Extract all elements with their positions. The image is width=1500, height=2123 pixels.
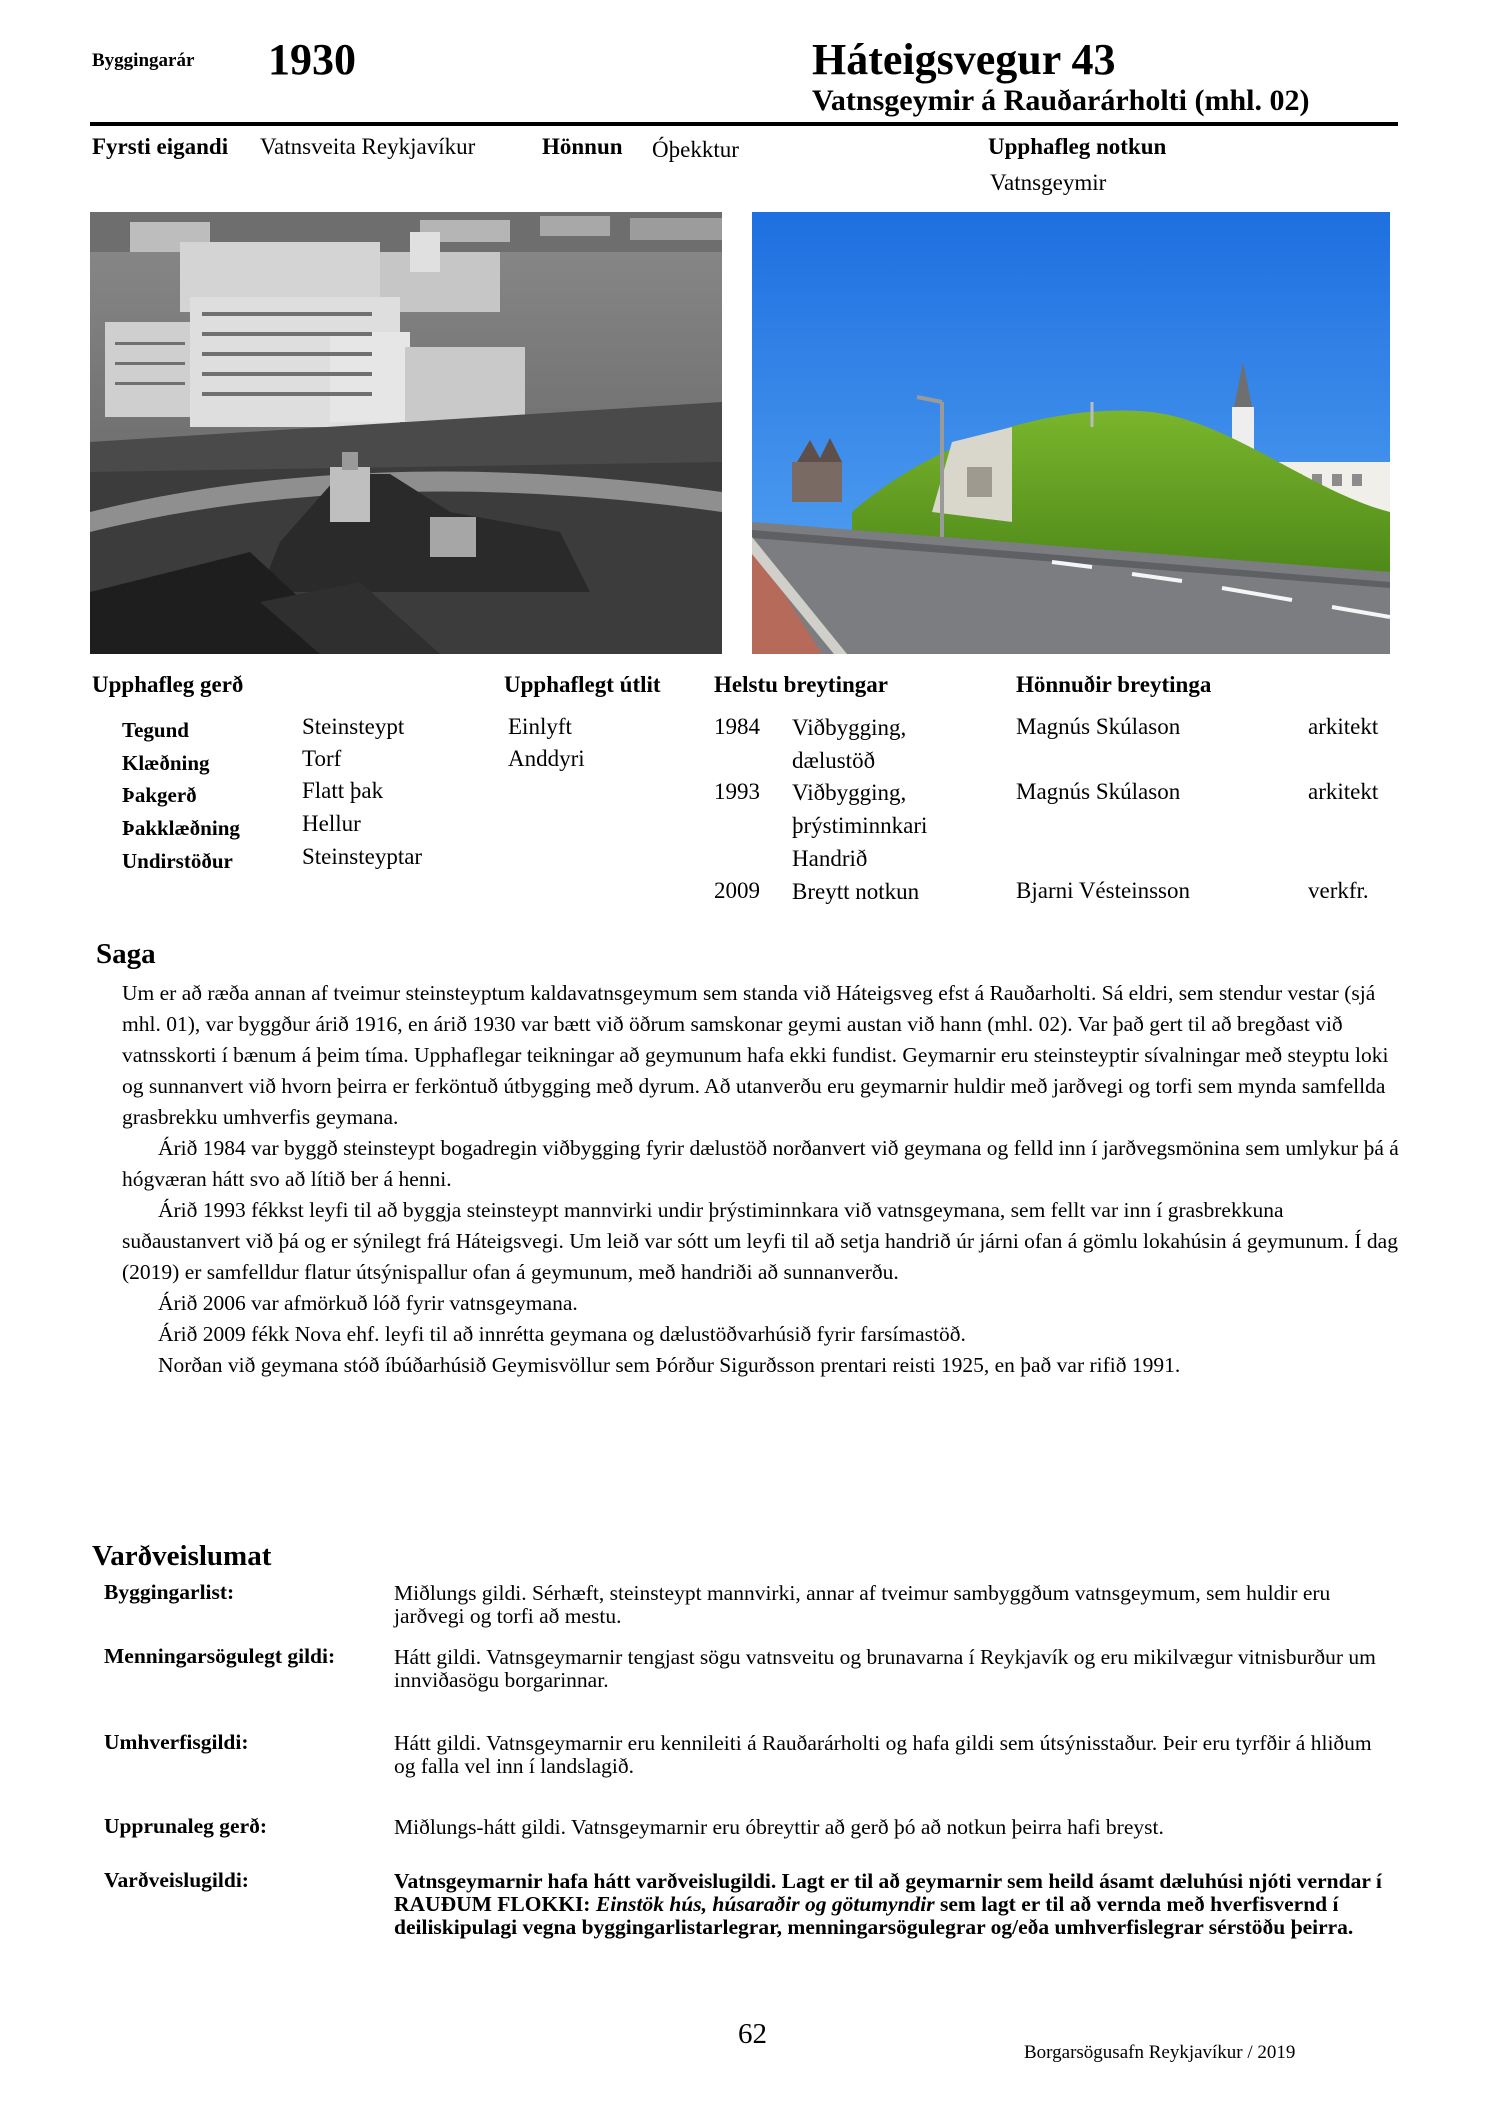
form-row-label: Þakklæðning <box>122 816 240 840</box>
owner-value: Vatnsveita Reykjavíkur <box>260 134 476 159</box>
assessment-text: Hátt gildi. Vatnsgeymarnir eru kennileiti á Rauðarárholti og hafa gildi sem útsýnisstaður. Þeir eru tyrfðir á hliðum og falla vel inn í landslagið. <box>394 1731 1372 1778</box>
change-designer-role: verkfr. <box>1308 878 1369 903</box>
changes-title: Helstu breytingar <box>714 672 888 697</box>
design-value: Óþekktur <box>652 137 739 162</box>
preservation-value-label: Varðveislugildi: <box>104 1868 249 1892</box>
design-label: Hönnun <box>542 134 623 159</box>
page-subtitle: Vatnsgeymir á Rauðarárholti (mhl. 02) <box>812 84 1310 117</box>
change-description: Viðbygging, dælustöð <box>792 715 907 773</box>
modern-photo <box>752 212 1390 654</box>
assessment-label: Umhverfisgildi: <box>104 1730 249 1754</box>
saga-paragraph: Norðan við geymana stóð íbúðarhúsið Geymisvöllur sem Þórður Sigurðsson prentari reisti 1925, en það var rifið 1991. <box>158 1353 1181 1377</box>
form-row-label: Undirstöður <box>122 849 233 873</box>
change-designer: Magnús Skúlason <box>1016 779 1181 804</box>
change-description: Viðbygging, þrýstiminnkari Handrið <box>792 780 928 871</box>
original-form-title: Upphafleg gerð <box>92 672 244 697</box>
assessment-text: Miðlungs-hátt gildi. Vatnsgeymarnir eru óbreyttir að gerð þó að notkun þeirra hafi breyst. <box>394 1815 1164 1839</box>
change-year: 1984 <box>714 714 760 739</box>
preservation-text-part: Vatnsgeymarnir hafa hátt varðveislugildi. Lagt er til að geymarnir sem heild ásamt dæluhúsi njóti verndar í RAUÐUM FLOKKI: <box>394 1869 1382 1916</box>
year-label: Byggingarár <box>92 50 195 71</box>
assessment-label: Upprunaleg gerð: <box>104 1814 268 1838</box>
assessment-label: Byggingarlist: <box>104 1580 235 1604</box>
use-value: Vatnsgeymir <box>990 170 1107 195</box>
owner-label: Fyrsti eigandi <box>92 134 229 159</box>
form-row-value: Steinsteyptar <box>302 844 423 869</box>
original-look-title: Upphaflegt útlit <box>504 672 661 697</box>
change-designer-role: arkitekt <box>1308 779 1379 804</box>
change-designer: Magnús Skúlason <box>1016 714 1181 739</box>
saga-paragraph: Árið 1993 fékkst leyfi til að byggja steinsteypt mannvirki undir þrýstiminnkara við vatnsgeymana, sem fellt var inn í grasbrekkuna suðaustanvert við þá og er sýnilegt frá Háteigsvegi. Um leið var sótt um leyfi til að setja handrið úr járni ofan á gömlu lokahúsin á geymunum. Í dag (2019) er samfelldur flatur útsýnispallur ofan á geymunum, með handriði að sunnanverðu. <box>122 1198 1398 1284</box>
page-title: Háteigsvegur 43 <box>812 35 1116 84</box>
assessment-text: Miðlungs gildi. Sérhæft, steinsteypt mannvirki, annar af tveimur sambyggðum vatnsgeymum, sem huldir eru jarðvegi og torfi að mestu. <box>394 1581 1331 1628</box>
year-value: 1930 <box>268 35 356 84</box>
historic-photo <box>90 212 722 654</box>
form-row-value: Steinsteypt <box>302 714 405 739</box>
saga-paragraph: Árið 2006 var afmörkuð lóð fyrir vatnsgeymana. <box>158 1291 578 1315</box>
form-row-value: Hellur <box>302 811 361 836</box>
saga-paragraph: Árið 1984 var byggð steinsteypt bogadregin viðbygging fyrir dælustöð norðanvert við geymana og felld inn í jarðvegsmönina sem umlykur þá á hógværan hátt svo að lítið ber á henni. <box>122 1136 1399 1191</box>
page-number: 62 <box>738 2018 767 2050</box>
saga-title: Saga <box>96 938 156 970</box>
assessment-label: Menningarsögulegt gildi: <box>104 1644 336 1668</box>
look-value: Einlyft <box>508 714 572 739</box>
footer-source: Borgarsögusafn Reykjavíkur / 2019 <box>1024 2042 1296 2063</box>
form-row-value: Flatt þak <box>302 778 384 803</box>
change-year: 2009 <box>714 878 760 903</box>
form-row-label: Klæðning <box>122 751 210 775</box>
use-label: Upphafleg notkun <box>988 134 1167 159</box>
saga-text <box>122 978 1402 1381</box>
change-designer-role: arkitekt <box>1308 714 1379 739</box>
saga-paragraph: Um er að ræða annan af tveimur steinsteyptum kaldavatnsgeymum sem standa við Háteigsveg efst á Rauðarholti. Sá eldri, sem stendur vestar (sjá mhl. 01), var byggður árið 1916, en árið 1930 var bætt við öðrum samskonar geymi austan við hann (mhl. 02). Var það gert til að bregðast við vatnsskorti í bænum á þeim tíma. Upphaflegar teikningar að geymunum hafa ekki fundist. Geymarnir eru steinsteyptir sívalningar með steyptu loki og sunnanvert við hvorn þeirra er ferköntuð útbygging með dyrum. Að utanverðu eru geymarnir huldir með jarðvegi og torfi sem mynda samfellda grasbrekku umhverfis geymana. <box>122 981 1389 1129</box>
preservation-category: Einstök hús, húsaraðir og götumyndir <box>595 1892 935 1916</box>
look-value: Anddyri <box>508 746 585 771</box>
change-year: 1993 <box>714 779 760 804</box>
preservation-value-text <box>394 1870 1394 1939</box>
change-description: Breytt notkun <box>792 879 920 904</box>
preservation-text-part: sem lagt er til að vernda með hverfisvernd í deiliskipulagi vegna byggingarlistarlegrar, menningarsögulegrar og/eða umhverfislegrar sérstöðu þeirra. <box>394 1892 1354 1939</box>
change-designer: Bjarni Vésteinsson <box>1016 878 1190 903</box>
form-row-label: Þakgerð <box>122 783 197 807</box>
assessment-text: Hátt gildi. Vatnsgeymarnir tengjast sögu vatnsveitu og brunavarna í Reykjavík og eru mikilvægur vitnisburður um innviðasögu borgarinnar. <box>394 1645 1376 1692</box>
form-row-label: Tegund <box>122 718 189 742</box>
form-row-value: Torf <box>302 746 342 771</box>
change-designers-title: Hönnuðir breytinga <box>1016 672 1212 697</box>
vardveislumat-title: Varðveislumat <box>92 1540 272 1572</box>
header-divider <box>90 122 1398 126</box>
saga-paragraph: Árið 2009 fékk Nova ehf. leyfi til að innrétta geymana og dælustöðvarhúsið fyrir farsímastöð. <box>158 1322 966 1346</box>
